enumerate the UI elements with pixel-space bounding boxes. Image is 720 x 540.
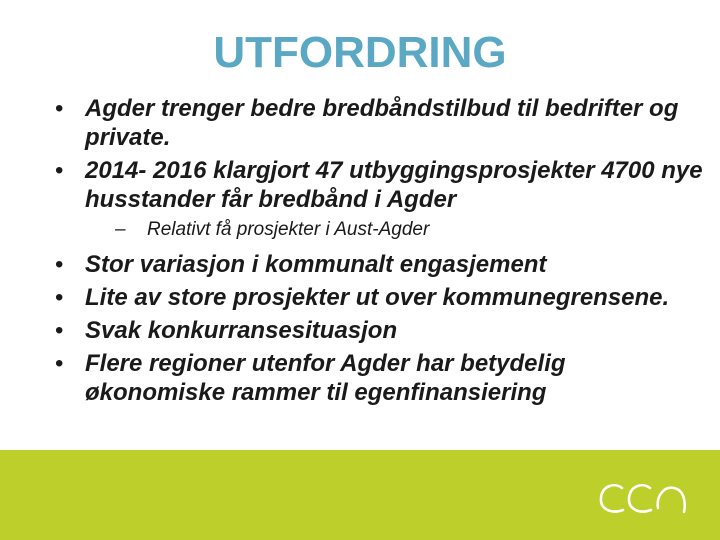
sub-bullet-item (115, 218, 705, 242)
bullet-item (55, 316, 705, 345)
bullet-text: Svak konkurransesituasjon (85, 317, 398, 344)
bullet-text: Agder trenger bedre bredbåndstilbud til bedrifter og private. (85, 95, 679, 151)
organization-logo-icon (596, 478, 690, 518)
bullet-marker: • (55, 284, 64, 311)
bullet-item (55, 156, 705, 214)
sub-bullet-marker: – (115, 219, 126, 240)
bullet-marker: • (55, 350, 64, 377)
bullet-item (55, 283, 705, 312)
sub-bullet-text: Relativt få prosjekter i Aust-Agder (147, 219, 430, 240)
bullet-marker: • (55, 157, 64, 184)
bullet-text: Flere regioner utenfor Agder har betydelig økonomiske rammer til egenfinansiering (85, 350, 566, 406)
bullet-item (55, 250, 705, 279)
bullet-marker: • (55, 317, 64, 344)
bullet-text: 2014- 2016 klargjort 47 utbyggingsprosjekter 4700 nye husstander får bredbånd i Agder (85, 157, 703, 213)
bullet-marker: • (55, 251, 64, 278)
bullet-list (55, 94, 705, 411)
bullet-item (55, 94, 705, 152)
bullet-item (55, 349, 705, 407)
bullet-text: Lite av store prosjekter ut over kommunegrensene. (85, 284, 670, 311)
slide-title: UTFORDRING (213, 28, 507, 77)
bullet-text: Stor variasjon i kommunalt engasjement (85, 251, 547, 278)
bullet-marker: • (55, 95, 64, 122)
